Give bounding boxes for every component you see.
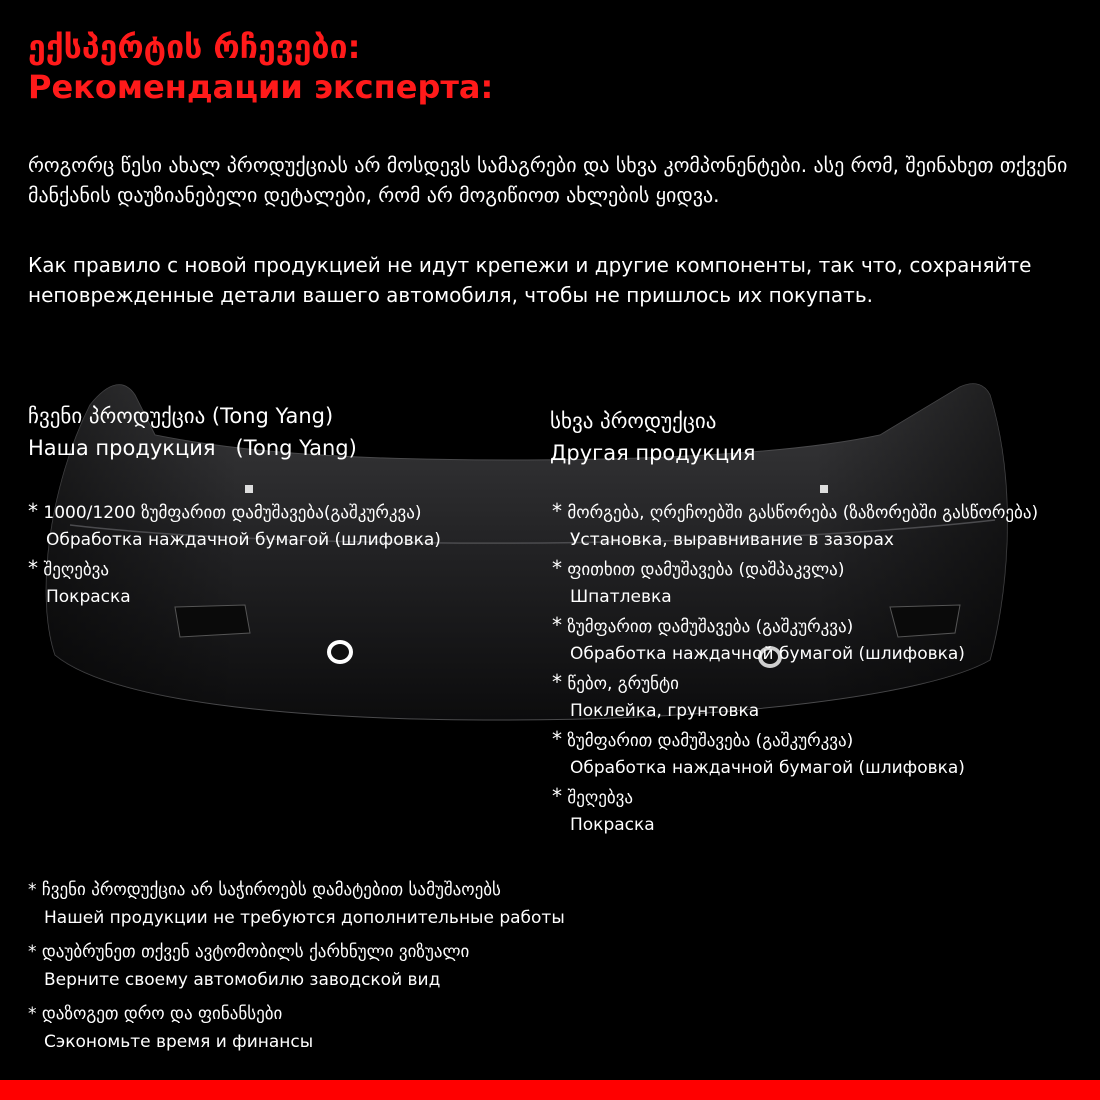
benefit-russian: Верните своему автомобилю заводской вид [44, 970, 441, 990]
bullet: * [28, 880, 37, 900]
item-georgian: ზუმფარით დამუშავება (გაშკურკვა) [567, 731, 854, 751]
other-product-title-georgian: სხვა პროდუქცია [550, 409, 717, 433]
bullet: * [552, 727, 562, 751]
our-product-list [28, 498, 441, 612]
benefit-russian: Сэкономьте время и финансы [44, 1032, 314, 1052]
benefit-georgian: ჩვენი პროდუქცია არ საჭიროებს დამატებით სამუშაოებს [41, 880, 501, 900]
item-georgian: 1000/1200 ზუმფარით დამუშავება(გაშკურკვა) [43, 503, 422, 523]
bullet: * [28, 942, 37, 962]
item-georgian: წებო, გრუნტი [567, 674, 679, 694]
item-georgian: ზუმფარით დამუშავება (გაშკურკვა) [567, 617, 854, 637]
heading-russian: Рекомендации эксперта: [28, 68, 494, 106]
item-russian: Установка, выравнивание в зазорах [570, 530, 894, 550]
our-product-title-russian: Наша продукция (Tong Yang) [28, 436, 357, 460]
item-georgian: შეღებვა [43, 560, 109, 580]
bullet: * [552, 499, 562, 523]
benefit-russian: Нашей продукции не требуются дополнительные работы [44, 908, 565, 928]
our-product-title [28, 400, 357, 464]
other-product-title-russian: Другая продукция [550, 441, 756, 465]
bullet: * [28, 1004, 37, 1024]
bottom-accent-bar [0, 1080, 1100, 1100]
heading-georgian: ექსპერტის რჩევები: [28, 28, 361, 66]
benefits-list [28, 876, 565, 1062]
bullet: * [28, 499, 38, 523]
list-item [552, 783, 1038, 839]
item-georgian: შეღებვა [567, 788, 633, 808]
bullet: * [552, 556, 562, 580]
benefit-item [28, 876, 565, 932]
list-item [552, 726, 1038, 782]
bullet: * [552, 613, 562, 637]
item-russian: Покраска [46, 587, 131, 607]
bullet: * [552, 784, 562, 808]
item-russian: Обработка наждачной бумагой (шлифовка) [570, 644, 965, 664]
benefit-georgian: დაზოგეთ დრო და ფინანსები [41, 1004, 283, 1024]
intro-georgian: როგორც წესი ახალ პროდუქციას არ მოსდევს სამაგრები და სხვა კომპონენტები. ასე რომ, შეინახეთ თქვენი მანქანის დაუზიანებელი დეტალები, რომ არ მოგიწიოთ ახლების ყიდვა. [28, 153, 1068, 207]
intro-russian: Как правило с новой продукцией не идут крепежи и другие компоненты, так что, сохраняйте неповрежденные детали вашего автомобиля, чтобы не пришлось их покупать. [28, 253, 1032, 307]
list-item [552, 498, 1038, 554]
other-product-list [552, 498, 1038, 840]
benefit-item [28, 1000, 565, 1056]
item-russian: Обработка наждачной бумагой (шлифовка) [570, 758, 965, 778]
list-item [552, 612, 1038, 668]
bullet: * [28, 556, 38, 580]
item-georgian: მორგება, ღრეჩოებში გასწორება (ზაზორებში გასწორება) [567, 503, 1039, 523]
list-item [28, 498, 441, 554]
item-georgian: ფითხით დამუშავება (დაშპაკვლა) [567, 560, 845, 580]
our-product-title-georgian: ჩვენი პროდუქცია (Tong Yang) [28, 404, 334, 428]
item-russian: Поклейка, грунтовка [570, 701, 760, 721]
bullet: * [552, 670, 562, 694]
other-product-title [550, 405, 756, 469]
item-russian: Шпатлевка [570, 587, 672, 607]
list-item [552, 669, 1038, 725]
item-russian: Покраска [570, 815, 655, 835]
list-item [28, 555, 441, 611]
benefit-item [28, 938, 565, 994]
item-russian: Обработка наждачной бумагой (шлифовка) [46, 530, 441, 550]
list-item [552, 555, 1038, 611]
benefit-georgian: დაუბრუნეთ თქვენ ავტომობილს ქარხნული ვიზუალი [41, 942, 470, 962]
